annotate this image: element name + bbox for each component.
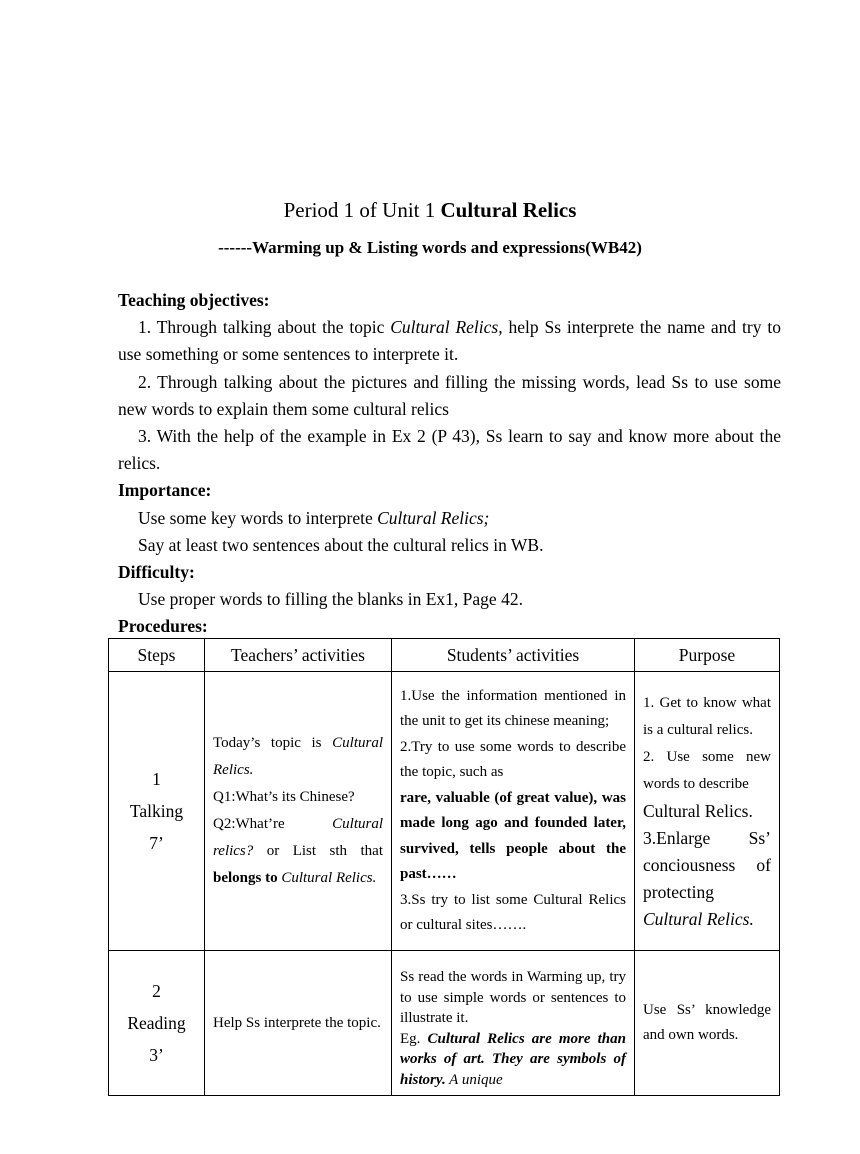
procedures-heading: Procedures: <box>118 616 208 637</box>
purpose-item-2-large: Cultural Relics. <box>643 800 753 821</box>
difficulty-heading: Difficulty: <box>118 562 195 583</box>
table-row <box>109 672 780 951</box>
objective-1-italic: Cultural Relics, <box>390 317 503 338</box>
step-cell-1 <box>109 672 205 951</box>
purpose-item: Use Ss’ knowledge and own words. <box>643 1001 771 1043</box>
teacher-topic-italic: Cultural Relics. <box>213 735 383 778</box>
teacher-q2-italic: Cultural relics? <box>213 816 383 859</box>
student-example-prefix: Eg. <box>400 1030 428 1047</box>
title-bold: Cultural Relics <box>440 198 577 222</box>
teacher-q2-bold: belongs to <box>213 870 278 886</box>
header-teachers: Teachers’ activities <box>205 639 392 672</box>
purpose-item-3: 3.Enlarge Ss’ conciousness of protecting <box>643 827 771 902</box>
step-time: 7’ <box>149 833 164 853</box>
step-name: Reading <box>127 1013 186 1033</box>
objective-item-2: 2. Through talking about the pictures and filling the missing words, lead Ss to use some new words to explain them some cultural relics <box>118 371 781 419</box>
student-example-bold-italic: Cultural Relics are more than works of art. They are symbols of history. <box>400 1030 626 1088</box>
page-title <box>0 198 860 223</box>
purpose-item-2: 2. Use some new words to describe <box>643 748 771 792</box>
teacher-cell-2 <box>205 951 392 1096</box>
objective-item-3: 3. With the help of the example in Ex 2 (P 43), Ss learn to say and know more about the relics. <box>118 426 781 474</box>
objective-1-text-a: 1. Through talking about the topic <box>138 317 391 338</box>
step-time: 3’ <box>149 1045 164 1065</box>
student-item-1: Ss read the words in Warming up, try to use simple words or sentences to illustrate it. <box>400 969 626 1026</box>
teacher-q1: Q1:What’s its Chinese? <box>213 789 355 805</box>
difficulty-line-1: Use proper words to filling the blanks in Ex1, Page 42. <box>138 589 523 610</box>
importance-1-text: Use some key words to interprete <box>138 507 378 528</box>
student-example <box>400 1029 626 1091</box>
student-example-italic: A unique <box>445 1071 503 1088</box>
step-number: 2 <box>152 981 161 1001</box>
importance-line-1 <box>118 505 781 532</box>
importance-line-2: Say at least two sentences about the cultural relics in WB. <box>138 534 544 555</box>
header-students: Students’ activities <box>392 639 635 672</box>
teacher-q2-italic-2: Cultural Relics. <box>281 870 377 886</box>
objective-1-text-b: help Ss interprete the name and try to use something or some sentences to interprete it. <box>118 317 781 365</box>
purpose-item-1: 1. Get to know what is a cultural relics. <box>643 694 771 738</box>
step-cell-2 <box>109 951 205 1096</box>
table-header-row <box>109 639 780 672</box>
teacher-q2-text-b: or List sth that <box>253 843 383 859</box>
header-purpose: Purpose <box>635 639 780 672</box>
teacher-topic <box>213 730 383 784</box>
purpose-item-3-italic: Cultural Relics. <box>643 908 754 929</box>
teacher-topic-text: Today’s topic is <box>213 735 333 751</box>
student-item-3: 3.Ss try to list some Cultural Relics or cultural sites……. <box>400 891 626 933</box>
title-prefix: Period 1 of Unit 1 <box>283 198 441 222</box>
student-item-2-bold: rare, valuable (of great value), was made long ago and founded later, survived, tells people about the past…… <box>400 789 626 882</box>
teacher-item: Help Ss interprete the topic. <box>213 1015 381 1031</box>
student-cell-2 <box>392 951 635 1096</box>
header-steps: Steps <box>109 639 205 672</box>
procedures-table <box>108 638 780 1096</box>
purpose-cell-1 <box>635 672 780 951</box>
student-item-2: 2.Try to use some words to describe the topic, such as <box>400 738 626 780</box>
objective-item-1 <box>118 314 781 368</box>
student-item-1: 1.Use the information mentioned in the unit to get its chinese meaning; <box>400 687 626 729</box>
student-cell-1 <box>392 672 635 951</box>
purpose-cell-2 <box>635 951 780 1096</box>
step-name: Talking <box>129 801 184 821</box>
step-number: 1 <box>152 769 161 789</box>
teacher-q2 <box>213 811 383 892</box>
importance-heading: Importance: <box>118 480 212 501</box>
table-row <box>109 951 780 1096</box>
teacher-cell-1 <box>205 672 392 951</box>
page-subtitle: ------Warming up & Listing words and expressions(WB42) <box>218 238 642 257</box>
objectives-heading: Teaching objectives: <box>118 290 270 310</box>
importance-1-italic: Cultural Relics; <box>377 507 490 528</box>
objectives-section <box>118 287 781 641</box>
teacher-q2-text-a: Q2:What’re <box>213 816 333 832</box>
